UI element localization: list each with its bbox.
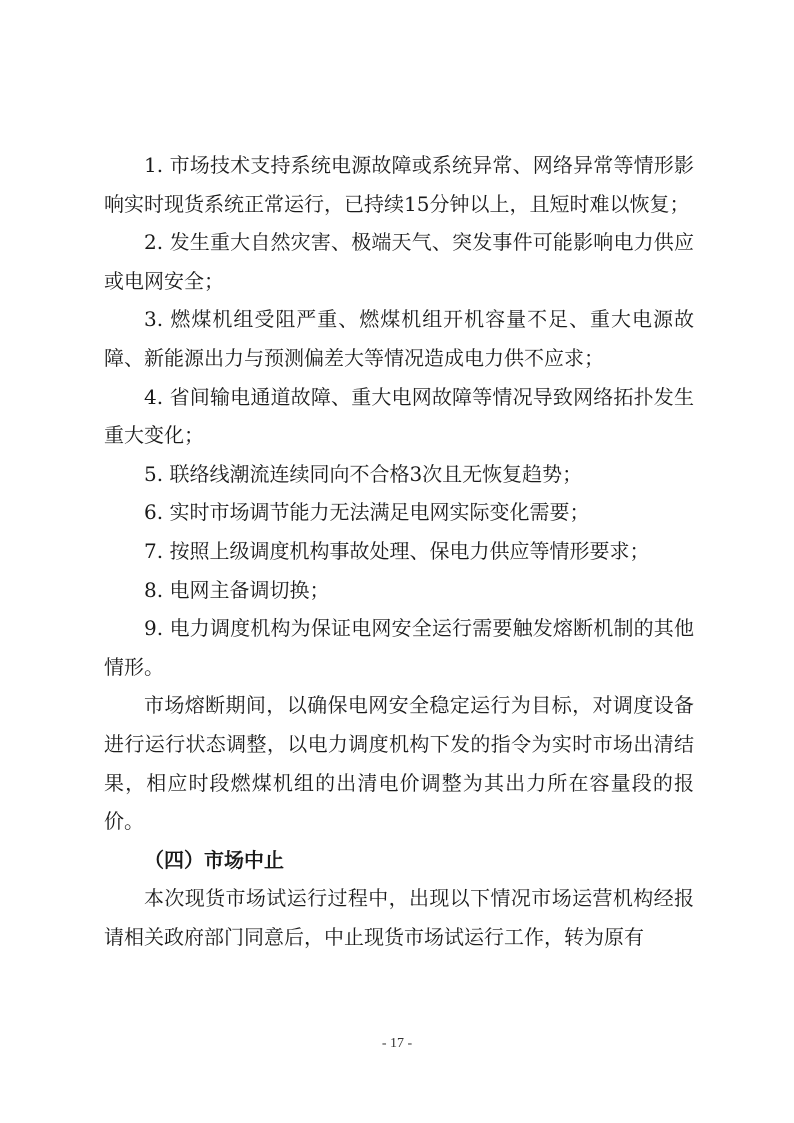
section-heading: （四）市场中止 <box>144 847 284 872</box>
list-item: 6. 实时市场调节能力无法满足电网实际变化需要； <box>144 500 590 525</box>
suspension-paragraph: 本次现货市场试运行过程中，出现以下情况市场运营机构经报请相关政府部门同意后，中止现货市场试运行工作，转为原有 <box>104 886 694 949</box>
circuit-breaker-paragraph: 市场熔断期间，以确保电网安全稳定运行为目标，对调度设备进行运行状态调整，以电力调度机构下发的指令为实时市场出清结果，相应时段燃煤机组的出清电价调整为其出力所在容量段的报价。 <box>104 693 694 834</box>
list-item: 7. 按照上级调度机构事故处理、保电力供应等情形要求； <box>144 538 650 563</box>
list-item: 1. 市场技术支持系统电源故障或系统异常、网络异常等情形影响实时现货系统正常运行，已持续15分钟以上，且短时难以恢复； <box>104 153 694 216</box>
page-number: - 17 - <box>381 1036 413 1051</box>
list-item: 5. 联络线潮流连续同向不合格3次且无恢复趋势； <box>144 461 583 486</box>
list-item: 9. 电力调度机构为保证电网安全运行需要触发熔断机制的其他情形。 <box>104 616 694 679</box>
list-item: 2. 发生重大自然灾害、极端天气、突发事件可能影响电力供应或电网安全； <box>104 230 694 293</box>
list-item: 3. 燃煤机组受阻严重、燃煤机组开机容量不足、重大电源故障、新能源出力与预测偏差大等情况造成电力供不应求； <box>104 307 694 370</box>
list-item: 4. 省间输电通道故障、重大电网故障等情况导致网络拓扑发生重大变化； <box>104 384 694 448</box>
document-body <box>104 146 694 956</box>
list-item: 8. 电网主备调切换； <box>144 577 330 602</box>
